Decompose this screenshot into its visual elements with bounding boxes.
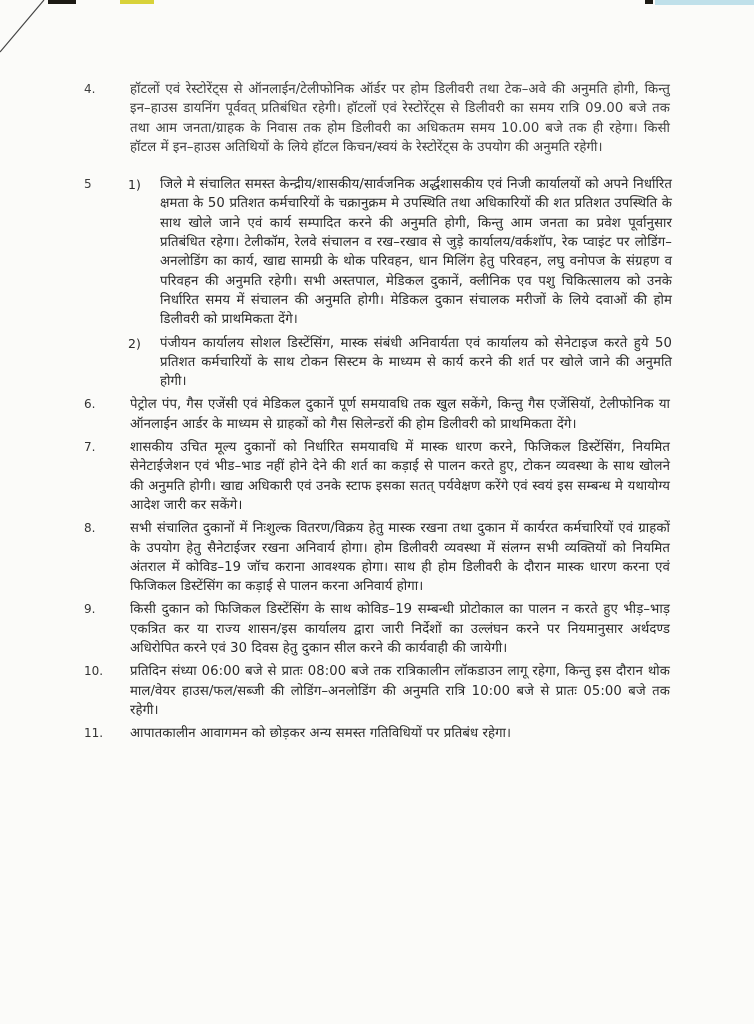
item-text: आपातकालीन आवागमन को छोड़कर अन्य समस्त गतिविधियों पर प्रतिबंध रहेगा। [130, 726, 512, 742]
item-number: 6. [84, 397, 96, 412]
scan-artifact [645, 0, 653, 4]
list-item [0, 438, 754, 515]
item-text: किसी दुकान को फिजिकल डिस्टेंसिंग के साथ कोविड–19 सम्बन्धी प्रोटोकाल का पालन न करते हुए भीड़–भाड़ एकत्रित कर या राज्य शासन/इस कार्यालय द्वारा जारी निर्देशों का उल्लंघन करने पर नियमानुसार अर्थदण्ड अधिरोपित करने एवं 30 दिवस हेतु दुकान सील करने की कार्यवाही की जायेगी। [130, 602, 670, 657]
item-number: 8. [84, 521, 96, 536]
sub-item-text: पंजीयन कार्यालय सोशल डिस्टेंसिंग, मास्क संबंधी अनिवार्यता एवं कार्यालय को सेनेटाइज करते हुये 50 प्रतिशत कर्मचारियों के साथ टोकन सिस्टम के माध्यम से कार्य करने की शर्त पर खोले जाने की अनुमति होगी। [160, 335, 672, 390]
list-item [0, 175, 754, 391]
list-item [0, 80, 754, 157]
item-number: 9. [84, 602, 96, 617]
list-item [0, 519, 754, 596]
page-fold-edge [0, 0, 60, 60]
sub-item [130, 334, 670, 392]
item-number: 7. [84, 440, 96, 455]
item-text: शासकीय उचित मूल्य दुकानों को निर्धारित समयावधि में मास्क धारण करने, फिजिकल डिस्टेंसिंग, नियमित सेनेटाईजेशन एवं भीड–भाड नहीं होने देने की शर्त का कड़ाई से पालन करते हुए, टोकन व्यवस्था के साथ खोलने की अनुमति होगी। खाद्य अधिकारी एवं उनके स्टाफ इसका सतत् पर्यवेक्षण करेंगे एवं स्वयं इस सम्बन्ध मे यथायोग्य आदेश जारी कर सकेंगे। [130, 440, 670, 513]
scan-top-edge [0, 0, 754, 6]
list-item [0, 395, 754, 434]
item-number: 4. [84, 82, 96, 96]
item-number: 10. [84, 664, 104, 679]
sub-item-number: 2) [128, 335, 142, 351]
item-number: 11. [84, 726, 104, 741]
scan-artifact [120, 0, 154, 4]
item-text: प्रतिदिन संध्या 06:00 बजे से प्रातः 08:00 बजे तक रात्रिकालीन लॉकडाउन लागू रहेगा, किन्तु इस दौरान थोक माल/वेयर हाउस/फल/सब्जी की लोडिंग–अनलोडिंग की अनुमति रात्रि 10:00 बजे से प्रातः 05:00 बजे तक रहेगी। [130, 664, 670, 718]
list-item [0, 724, 754, 743]
item-text: पेट्रोल पंप, गैस एजेंसी एवं मेडिकल दुकानें पूर्ण समयावधि तक खुल सकेंगे, किन्तु गैस एजेंसियॉ, टेलीफोनिक या ऑनलाईन आर्डर के माध्यम से ग्राहकों को गैस सिलेन्डरों की होम डिलीवरी को प्राथमिकता देंगे। [130, 397, 670, 432]
sub-item [130, 175, 670, 329]
sub-item-number: 1) [128, 177, 142, 193]
item-text: सभी संचालित दुकानों में निःशुल्क वितरण/विक्रय हेतु मास्क रखना तथा दुकान में कार्यरत कर्मचारियों एवं ग्राहकों के उपयोग हेतु सैनेटाईजर रखना अनिवार्य होगा। होम डिलीवरी व्यवस्था में संलग्न सभी व्यक्तियों को नियमित अंतराल में कोविड–19 जॉच कराना आवश्यक होगा। साथ ही होम डिलीवरी के दौरान मास्क धारण करना एवं फिजिकल डिस्टेंसिंग का कड़ाई से पालन करना अनिवार्य होगा। [130, 521, 670, 595]
list-item [0, 662, 754, 720]
item-number: 5 [84, 177, 92, 192]
scan-artifact [655, 0, 754, 5]
item-text: हॉटलों एवं रेस्टोरेंट्स से ऑनलाईन/टेलीफोनिक ऑर्डर पर होम डिलीवरी तथा टेक–अवे की अनुमति होगी, किन्तु इन–हाउस डायनिंग पूर्ववत् प्रतिबंधित रहेगी। हॉटलों एवं रेस्टोरेंट्स से डिलीवरी का समय रात्रि 09.00 बजे तक तथा आम जनता/ग्राहक के निवास तक होम डिलीवरी का अधिकतम समय 10.00 बजे तक ही रहेगा। किसी हॉटल में इन–हाउस अतिथियों के लिये हॉटल किचन/स्वयं के रेस्टोरेंट्स के उपयोग की अनुमति रहेगी। [130, 82, 670, 155]
list-item [0, 600, 754, 658]
document-body [0, 80, 754, 748]
sub-item-text: जिले मे संचालित समस्त केन्द्रीय/शासकीय/सार्वजनिक अर्द्धशासकीय एवं निजी कार्यालयों को अपने निर्धारित क्षमता के 50 प्रतिशत कर्मचारियों के चक्रानुक्रम मे उपस्थिति तथा अधिकारियों की शत प्रतिशत उपस्थिति के साथ खोले जाने एवं कार्य सम्पादित करने की अनुमति होगी, किन्तु आम जनता का प्रवेश पूर्वानुसार प्रतिबंधित रहेगा। टेलीकॉम, रेलवे संचालन व रख–रखाव से जुड़े कार्यालय/वर्कशॉप, रेक प्वाइंट पर लोडिंग–अनलोडिंग का कार्य, खाद्य सामग्री के थोक परिवहन, धान मिलिंग हेतु परिवहन, लघु वनोपज के संग्रहण व परिवहन की अनुमति रहेगी। सभी अस्तपाल, मेडिकल दुकानें, क्लीनिक एव पशु चिकित्सालय को उनके निर्धारित समय में संचालन की अनुमति होगी। मेडिकल दुकान संचालक मरीजों के लिये दवाओं की होम डिलीवरी को प्राथमिकता देंगे। [160, 177, 672, 328]
